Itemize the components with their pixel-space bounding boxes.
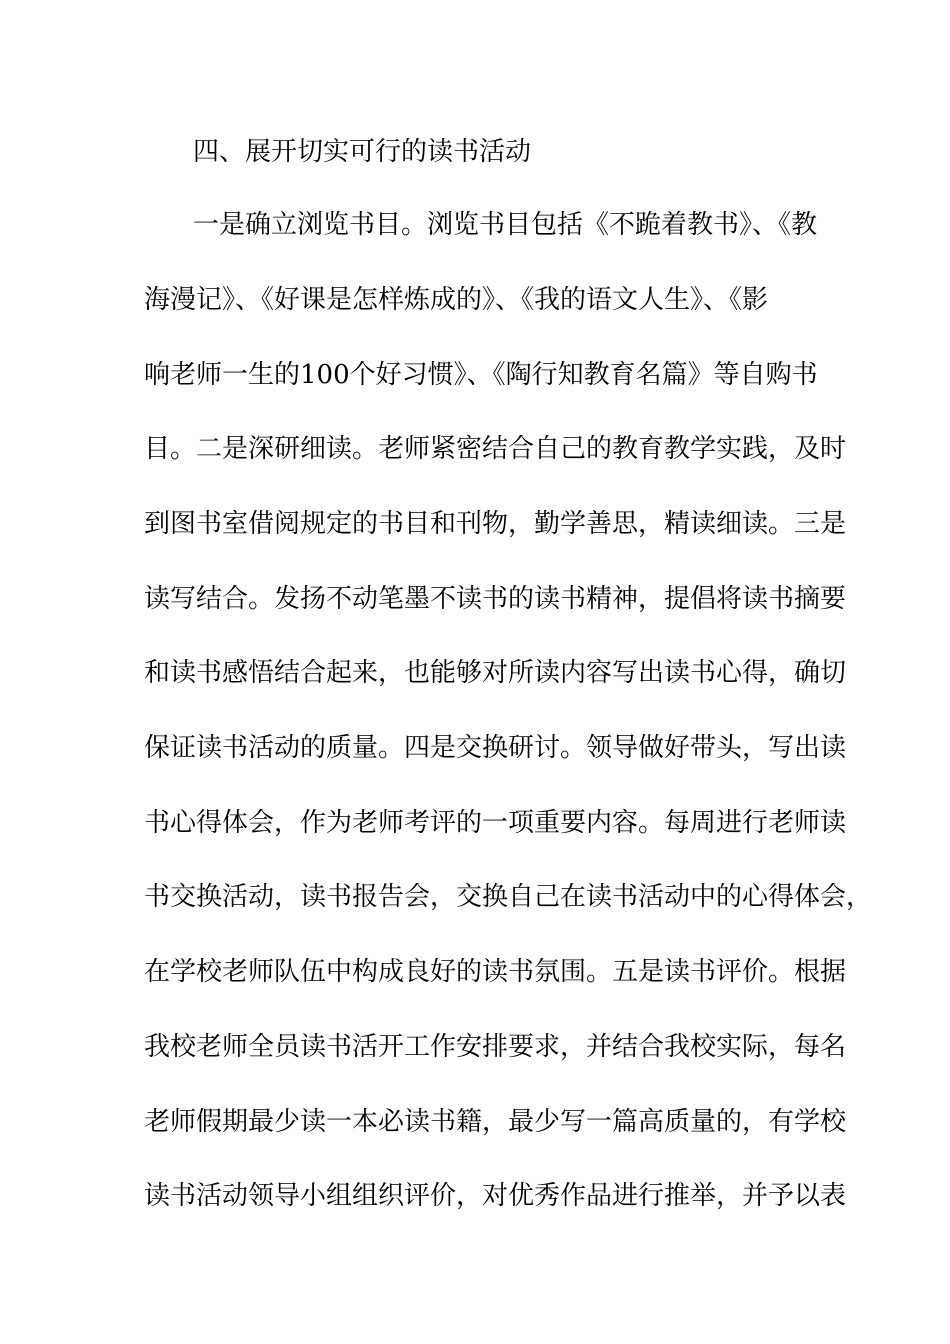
paragraph-line: 一是确立浏览书目。浏览书目包括《不跪着教书》、《教 <box>193 210 818 240</box>
paragraph-line: 和读书感悟结合起来，也能够对所读内容写出读书心得，确切 <box>144 658 847 688</box>
paragraph-line: 保证读书活动的质量。四是交换研讨。领导做好带头，写出读 <box>144 733 847 763</box>
paragraph-line: 海漫记》、《好课是怎样炼成的》、《我的语文人生》、《影 <box>144 285 769 315</box>
section-heading: 四、展开切实可行的读书活动 <box>193 137 532 167</box>
paragraph-line: 在学校老师队伍中构成良好的读书氛围。五是读书评价。根据 <box>144 957 847 987</box>
paragraph-line: 我校老师全员读书活开工作安排要求，并结合我校实际，每名 <box>144 1032 847 1062</box>
paragraph-line: 到图书室借阅规定的书目和刊物，勤学善思，精读细读。三是 <box>144 509 847 539</box>
paragraph-line: 书交换活动，读书报告会，交换自己在读书活动中的心得体会， <box>144 882 873 912</box>
paragraph-line: 读写结合。发扬不动笔墨不读书的读书精神，提倡将读书摘要 <box>144 584 847 614</box>
paragraph-line: 读书活动领导小组组织评价，对优秀作品进行推举，并予以表 <box>144 1181 847 1211</box>
paragraph-line: 响老师一生的100个好习惯》、《陶行知教育名篇》等自购书 <box>144 360 818 390</box>
paragraph-line: 目。二是深研细读。老师紧密结合自己的教育教学实践，及时 <box>144 434 847 464</box>
paragraph-line: 老师假期最少读一本必读书籍，最少写一篇高质量的，有学校 <box>144 1107 847 1137</box>
paragraph-line: 书心得体会，作为老师考评的一项重要内容。每周进行老师读 <box>144 808 847 838</box>
